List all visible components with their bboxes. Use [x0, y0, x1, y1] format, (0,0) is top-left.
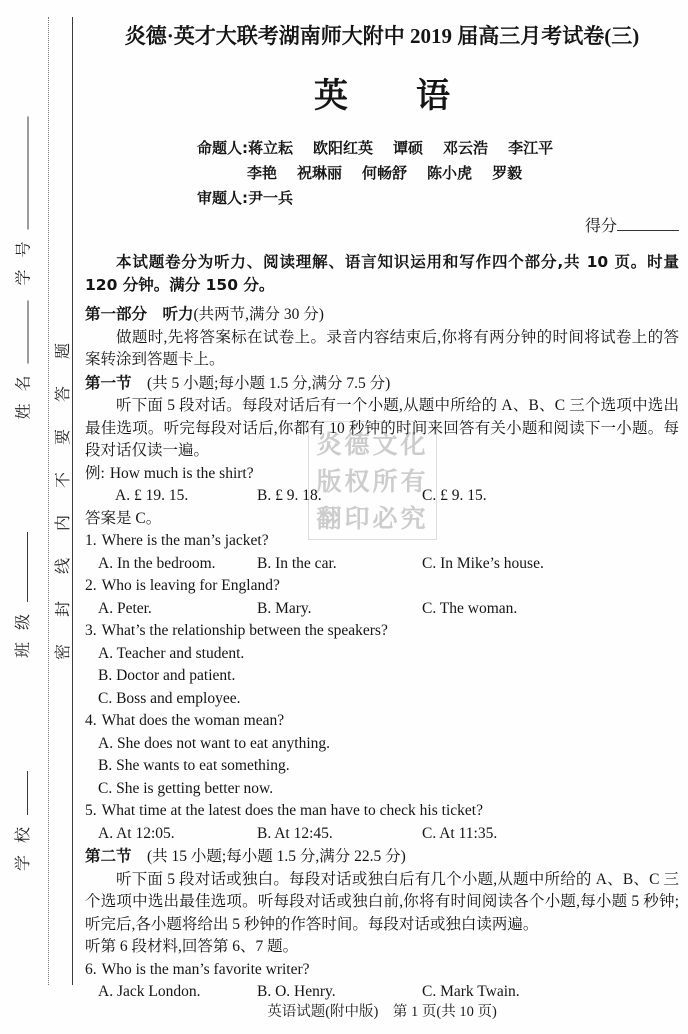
option-c: C. In Mike’s house. [422, 554, 544, 572]
setter-name: 邓云浩 [443, 139, 489, 157]
question-number: 6. [85, 960, 97, 978]
setters-label: 命题人: [197, 139, 248, 157]
section2-heading [85, 845, 679, 869]
setter-name: 谭硕 [393, 139, 424, 157]
watermark-line: 翻印必究 [316, 504, 429, 533]
exam-body [85, 251, 679, 1004]
option-c: C. The woman. [422, 599, 518, 617]
question-text: Who is the man’s favorite writer? [101, 960, 310, 978]
question-6 [85, 959, 679, 982]
reviewer-name: 尹一兵 [248, 189, 294, 207]
class-label: 班级 [15, 601, 32, 658]
question-text: Where is the man’s jacket? [101, 532, 269, 549]
page-footer: 英语试题(附中版) 第 1 页(共 10 页) [267, 1004, 497, 1020]
name-blank [16, 300, 29, 363]
option-b: B. Mary. [257, 599, 312, 617]
subject-title: 英 语 [314, 76, 450, 116]
seal-dotted-line [48, 17, 49, 985]
setter-name: 何畅舒 [362, 164, 408, 182]
option-c: C. £ 9. 15. [422, 487, 487, 504]
question-5-options [85, 823, 679, 846]
score-block [85, 217, 679, 237]
student-id-label: 学号 [15, 229, 33, 286]
margin-field-school [10, 769, 32, 871]
school-blank [15, 771, 28, 815]
question-number: 1. [85, 532, 97, 549]
section1-heading [85, 372, 679, 396]
question-6-options [85, 981, 679, 1004]
example-question [85, 463, 679, 486]
question-text: What does the woman mean? [101, 712, 285, 729]
setters-row2 [197, 161, 679, 186]
watermark-line: 炎德文化 [316, 430, 429, 459]
name-label: 姓名 [15, 363, 33, 420]
section1-heading-note: (共 5 小题;每小题 1.5 分,满分 7.5 分) [131, 374, 391, 392]
question-number: 5. [85, 802, 97, 819]
option-b: B. In the car. [257, 554, 337, 572]
exam-content [85, 22, 679, 1004]
question-4-option-a: A. She does not want to eat anything. [98, 734, 331, 752]
question-2-options [85, 598, 679, 621]
part1-instructions: 做题时,先将答案标在试卷上。录音内容结束后,你将有两分钟的时间将试卷上的答案转涂到答题卡上。 [85, 328, 679, 368]
exam-intro: 本试题卷分为听力、阅读理解、语言知识运用和写作四个部分,共 10 页。时量 120 分钟。满分 150 分。 [85, 253, 679, 294]
margin-field-name [11, 299, 33, 420]
class-blank [15, 532, 28, 602]
question-text: Who is leaving for England? [101, 577, 280, 594]
school-label: 学校 [15, 814, 32, 871]
example-answer-note: 答案是 C。 [85, 509, 162, 527]
option-a: A. At 12:05. [98, 824, 175, 842]
question-3-option-c: C. Boss and employee. [98, 689, 241, 707]
reviewer-label: 审题人: [197, 189, 248, 207]
part1-heading [85, 303, 679, 327]
option-b: B. O. Henry. [257, 983, 336, 1000]
question-3-option-a: A. Teacher and student. [98, 644, 245, 662]
option-c: C. Mark Twain. [422, 983, 520, 1000]
question-4-option-c: C. She is getting better now. [98, 779, 274, 797]
question-4 [85, 710, 679, 733]
reviewer-row [197, 186, 679, 211]
option-b: B. £ 9. 18. [257, 487, 322, 504]
question-number: 4. [85, 712, 97, 729]
section1-heading-title: 第一节 [85, 373, 132, 392]
section2-heading-note: (共 15 小题;每小题 1.5 分,满分 22.5 分) [131, 848, 406, 865]
question-text: What time at the latest does the man have to check his ticket? [101, 802, 483, 819]
score-blank [617, 217, 679, 231]
setter-name: 罗毅 [492, 164, 523, 182]
score-label: 得分 [584, 218, 617, 235]
option-a: A. Jack London. [98, 983, 201, 1000]
question-4-option-b: B. She wants to eat something. [98, 757, 290, 774]
seal-line-text: 密封线内不要答题 [55, 315, 72, 660]
setter-name: 李江平 [508, 139, 554, 157]
setter-name: 蒋立耘 [248, 139, 294, 157]
question-number: 3. [85, 622, 97, 639]
question-3 [85, 620, 679, 643]
setter-name: 李艳 [247, 164, 278, 182]
exam-title-rest: 湖南师大附中 2019 届高三月考试卷(三) [278, 24, 640, 48]
example-prompt: 例: [85, 464, 105, 482]
section1-instructions: 听下面 5 段对话。每段对话后有一个小题,从题中所给的 A、B、C 三个选项中选出最佳选项。听完每段对话后,你都有 10 秒钟的时间来回答有关小题和阅读下一小题。每段对话仅读一遍。 [85, 397, 679, 459]
option-a: A. £ 19. 15. [115, 487, 189, 504]
option-a: A. In the bedroom. [98, 554, 216, 572]
margin-field-class [10, 530, 32, 658]
question-1-options [85, 553, 679, 576]
watermark-line: 版权所有 [316, 467, 429, 496]
question-text: What’s the relationship between the speakers? [101, 622, 388, 639]
section2-heading-title: 第二节 [85, 847, 132, 865]
material-note: 听第 6 段材料,回答第 6、7 题。 [85, 938, 299, 955]
content-border-line [72, 17, 73, 985]
question-number: 2. [85, 577, 97, 594]
part1-heading-title: 第一部分 听力 [85, 305, 194, 323]
byline-block [197, 136, 679, 211]
question-5 [85, 800, 679, 823]
setters-row1 [197, 136, 679, 161]
option-b: B. At 12:45. [257, 824, 333, 842]
example-options [85, 485, 679, 508]
question-1 [85, 530, 679, 553]
section2-instructions: 听下面 5 段对话或独白。每段对话或独白后有几个小题,从题中所给的 A、B、C 三个选项中选出最佳选项。听每段对话或独白前,你将有时间阅读各个小题,每小题 5 秒钟;听完后,各小题将给出 5 秒钟的作答时间。每段对话或独白读两遍。 [85, 870, 679, 933]
question-3-option-b: B. Doctor and patient. [98, 667, 236, 684]
setter-name: 欧阳红英 [313, 139, 374, 157]
exam-title [85, 22, 679, 50]
student-id-blank [16, 116, 29, 229]
example-question-text: How much is the shirt? [109, 464, 254, 482]
exam-series: 炎德·英才大联考 [124, 24, 279, 48]
question-2 [85, 575, 679, 598]
setter-name: 祝琳丽 [297, 164, 343, 182]
option-a: A. Peter. [98, 599, 152, 617]
part1-heading-note: (共两节,满分 30 分) [193, 306, 324, 323]
option-c: C. At 11:35. [422, 824, 498, 842]
margin-field-student-id [11, 115, 33, 286]
setter-name: 陈小虎 [427, 164, 473, 182]
